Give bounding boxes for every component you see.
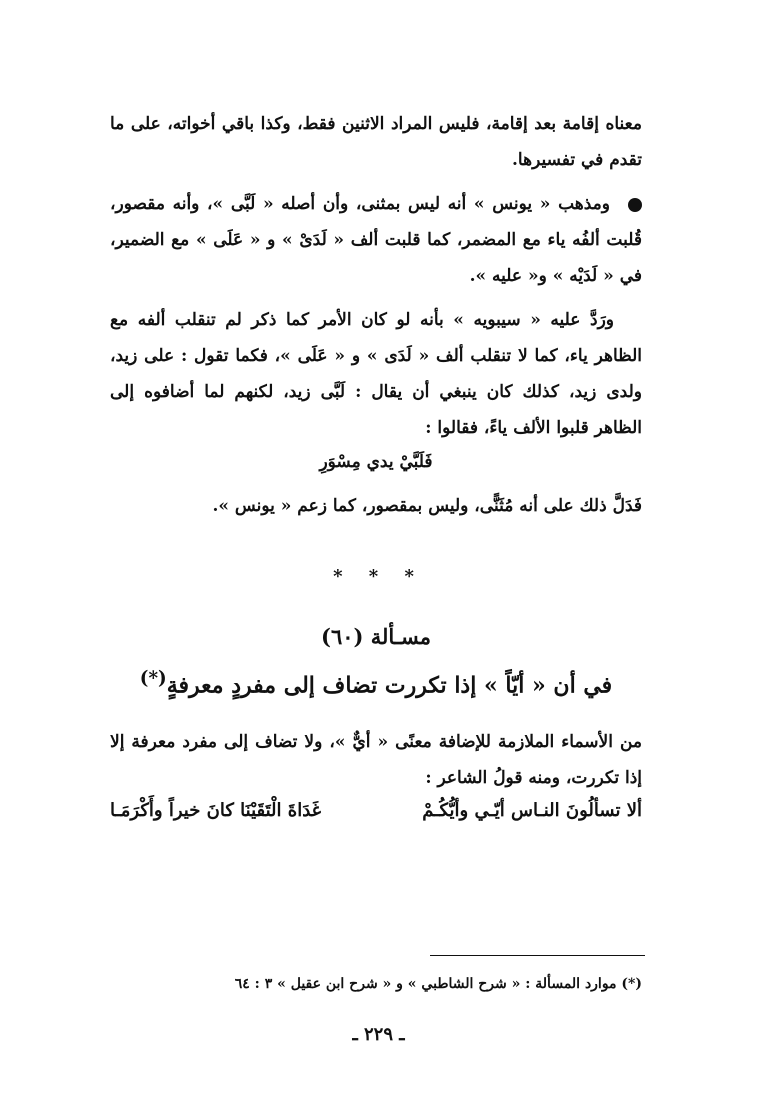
verse-first-hemistich: ألا تسألُونَ النـاس أيّـي وأيُّكُـمْ bbox=[422, 800, 642, 821]
bullet-icon bbox=[628, 198, 642, 212]
paragraph-3: ورَدَّ عليه « سيبويه » بأنه لو كان الأمر كما ذكر لم تنقلب ألفه مع الظاهر ياء، كما لا تنقلب ألف « لَدَى » و « عَلَى »، فكما تقول : على زيد، ولدى زيد، كذلك كان ينبغي أن يقال : لَبَّى زيد، لكنهم لما أضافوه إلى الظاهر قلبوا الألف ياءً، فقالوا : bbox=[110, 310, 642, 438]
verse-quote-1: فَلَبَّيْ يدي مِسْوَرِ bbox=[319, 452, 433, 472]
section-title bbox=[110, 668, 642, 698]
section-title-text: في أن « أيّاً » إذا تكررت تضاف إلى مفردٍ معرفةٍ bbox=[166, 672, 613, 699]
section-heading: مسـألة (٦٠) bbox=[321, 624, 431, 649]
verse-second-hemistich: غَدَاةَ الْتَقَيْنَا كانَ خيراً وأَكْرَمَـا bbox=[110, 800, 322, 821]
paragraph-1: معناه إقامة بعد إقامة، فليس المراد الاثنين فقط، وكذا باقي أخواته، على ما تقدم في تفسيرها. bbox=[110, 114, 642, 170]
paragraph-4: فَدَلَّ ذلك على أنه مُثَنًّى، وليس بمقصور، كما زعم « يونس ». bbox=[212, 496, 642, 516]
paragraph-2 bbox=[110, 186, 642, 294]
poem-verse bbox=[110, 800, 642, 821]
footnote-divider bbox=[430, 955, 645, 956]
page-number: ـ ٢٢٩ ـ bbox=[352, 1024, 405, 1045]
paragraph-5: من الأسماء الملازمة للإضافة معنًى « أيٌّ »، ولا تضاف إلى مفرد معرفة إلا إذا تكررت، ومنه قولُ الشاعر : bbox=[110, 732, 642, 788]
footnote-marker: (*) bbox=[139, 668, 167, 689]
footnote: (*) موارد المسألة : « شرح الشاطبي » و « شرح ابن عقيل » ٣ : ٦٤ bbox=[234, 976, 642, 992]
paragraph-2-text: ومذهب « يونس » أنه ليس بمثنى، وأن أصله « لَبَّى »، وأنه مقصور، قُلبت ألفُه ياء مع المضمر، كما قلبت ألف « لَدَىْ » و « عَلَى » مع الضمير، في « لَدَيْه » و« عليه ». bbox=[110, 194, 642, 286]
section-separator: * * * bbox=[333, 566, 424, 587]
